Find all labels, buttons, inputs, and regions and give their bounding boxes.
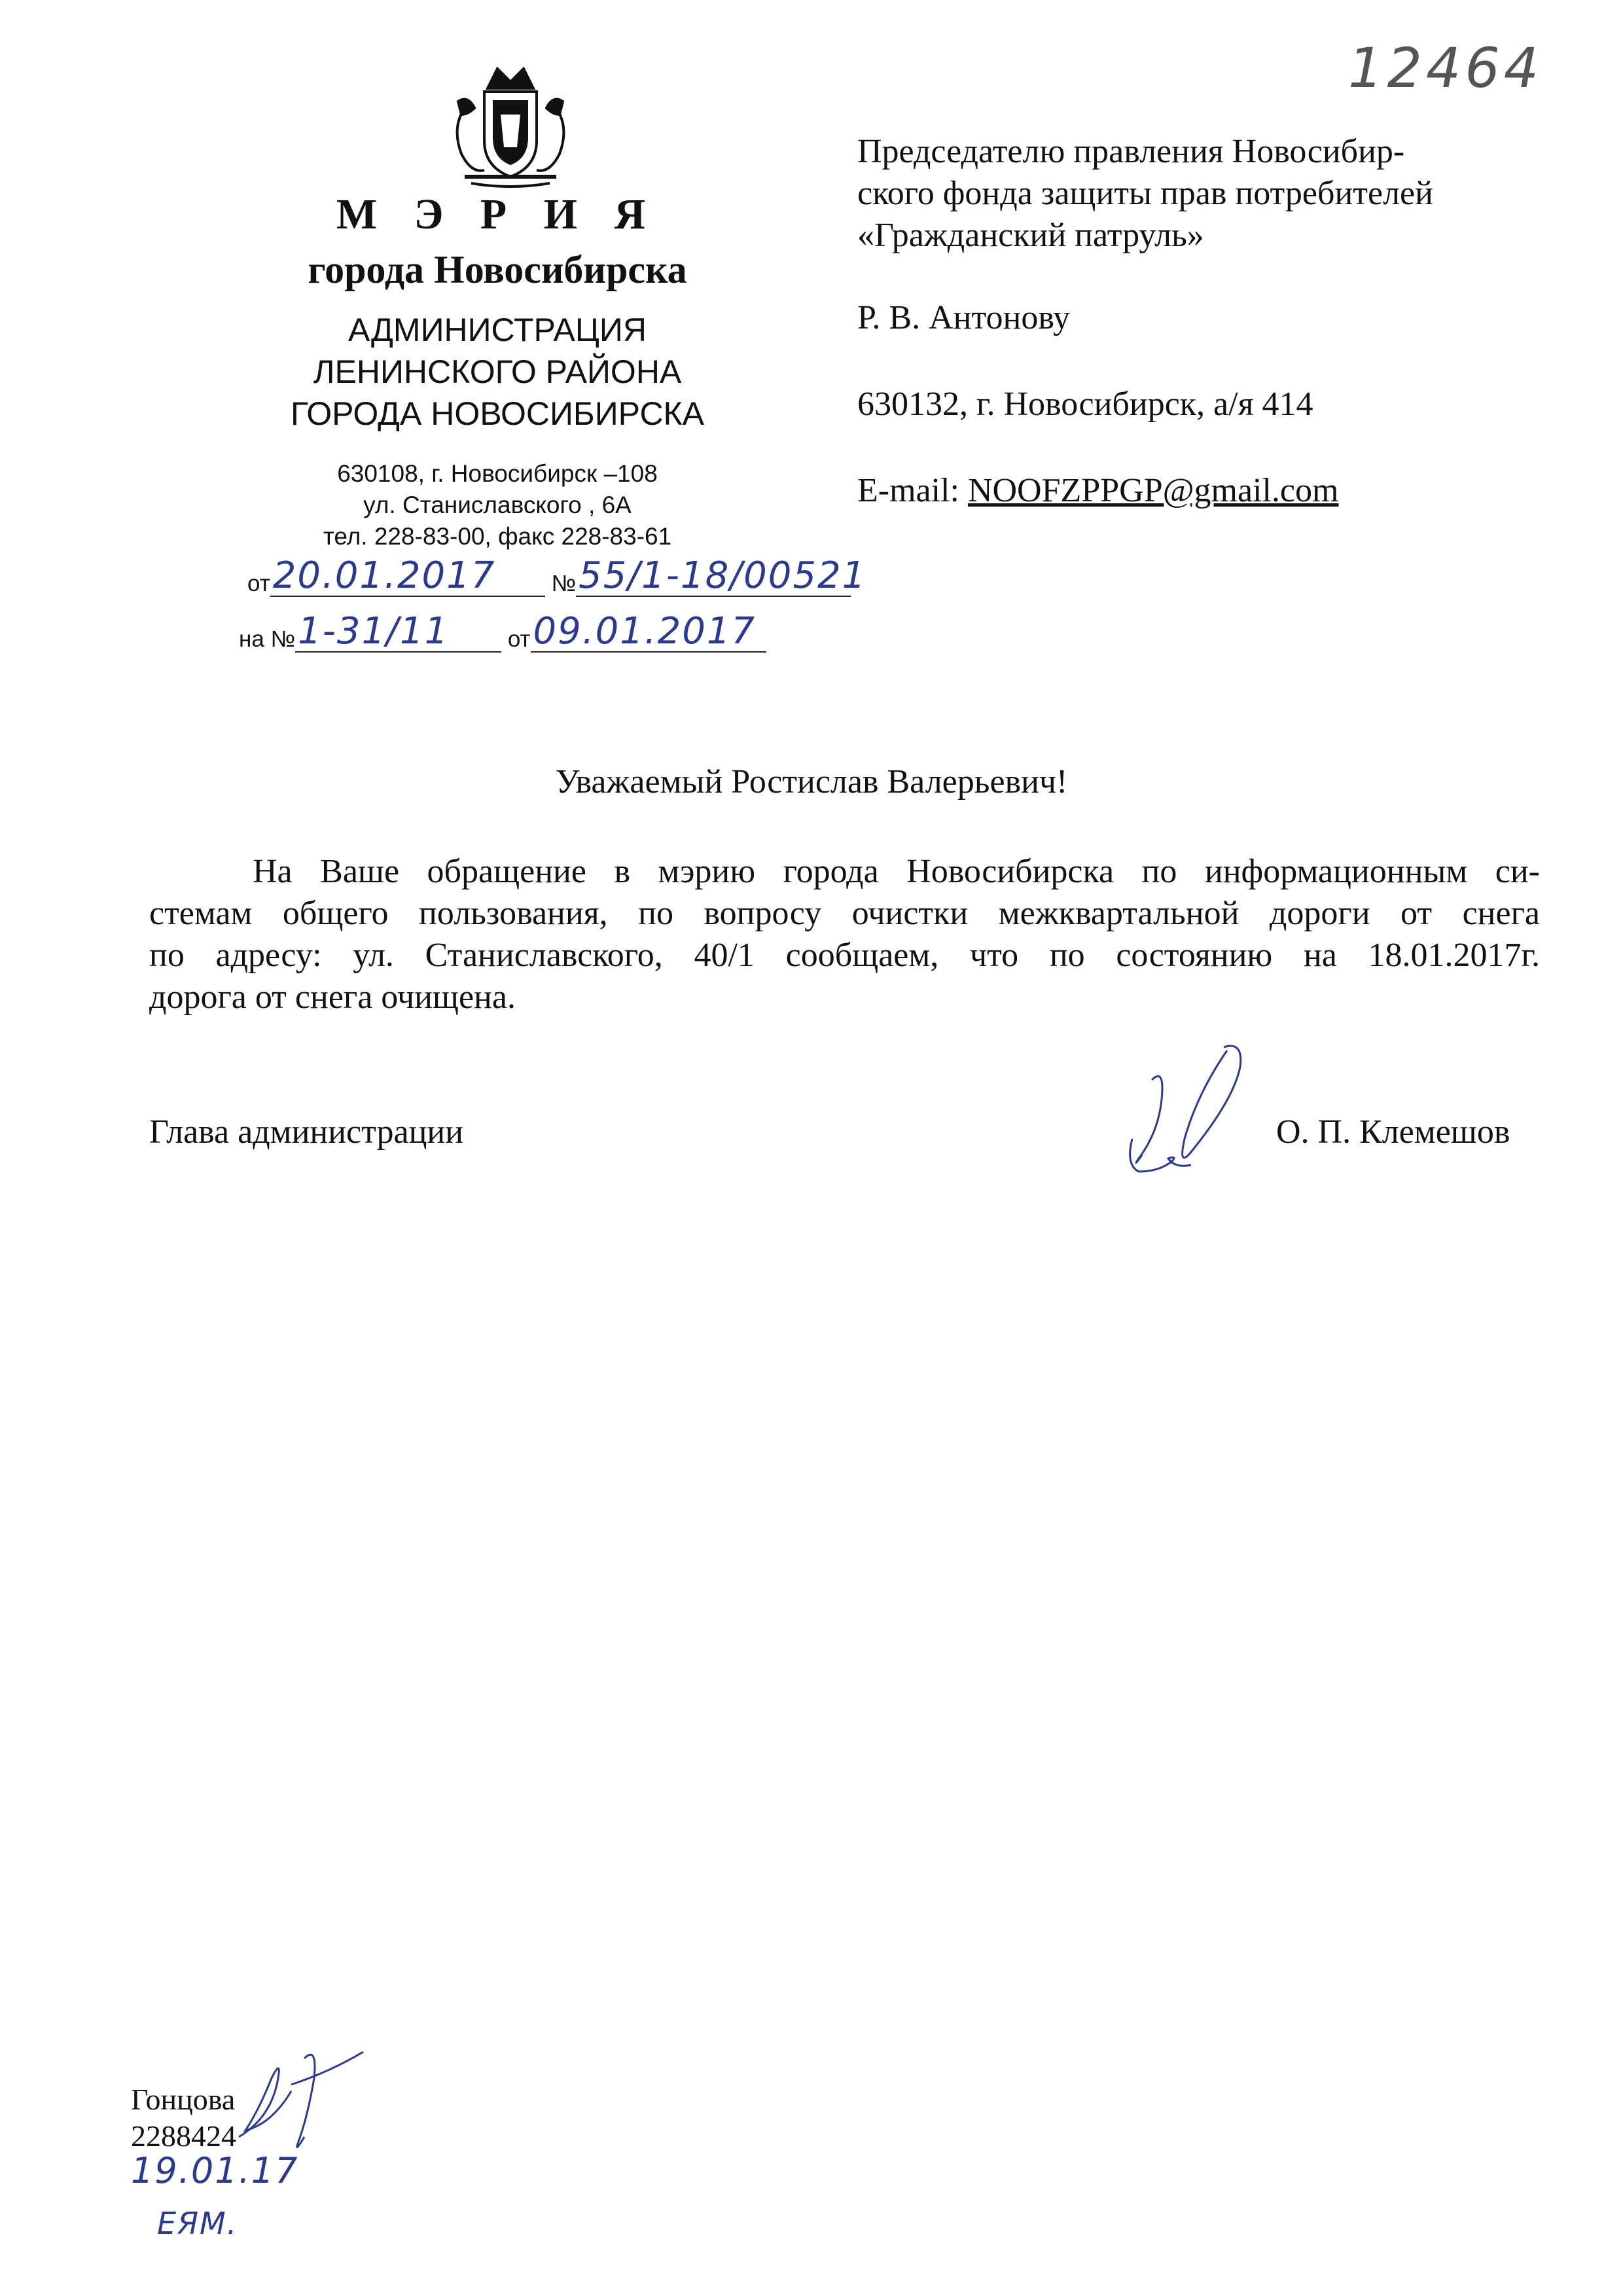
from-label: от [247, 571, 270, 596]
signer-position: Глава администрации [149, 1113, 464, 1151]
reply-date: 09.01.2017 [533, 610, 757, 653]
number-label: № [551, 571, 577, 596]
executor-block [131, 2081, 236, 2155]
date-field [270, 554, 545, 597]
address-line: тел. 228-83-00, факс 228-83-61 [323, 523, 672, 550]
signer-name: О. П. Клемешов [1276, 1113, 1510, 1151]
reply-label: на № [239, 626, 296, 652]
executor-date-note: 19.01.17 [131, 2150, 299, 2191]
body-line: по адресу: ул. Станиславского, 40/1 сообщаем, что по состоянию на 18.01.2017г. [149, 937, 1540, 974]
email-label: E-mail: [857, 472, 968, 509]
coat-of-arms-icon [438, 62, 582, 190]
address-line: 630108, г. Новосибирск –108 [337, 460, 658, 487]
registration-row [247, 554, 867, 597]
body-line: дорога от снега очищена. [149, 978, 516, 1016]
recipient-email[interactable]: NOOFZPPGP@gmail.com [967, 472, 1339, 509]
reply-number: 1-31/11 [298, 610, 450, 653]
sender-org: М Э Р И Я [336, 190, 659, 238]
recipient-address: 630132, г. Новосибирск, а/я 414 [857, 386, 1313, 423]
reply-date-field [531, 610, 766, 653]
recipient-block [857, 131, 1577, 512]
executor-phone: 2288424 [131, 2119, 236, 2153]
recipient-name: Р. В. Антонову [857, 299, 1071, 336]
reply-from-label: от [507, 626, 531, 652]
greeting: Уважаемый Ростислав Валерьевич! [555, 763, 1068, 800]
admin-line: ЛЕНИНСКОГО РАЙОНА [313, 353, 682, 390]
body-line: На Ваше обращение в мэрию города Новосибирска по информационным си- [253, 853, 1540, 890]
sender-address [262, 458, 733, 552]
registration-date: 20.01.2017 [272, 554, 496, 597]
body-line: стемам общего пользования, по вопросу очистки межквартальной дороги от снега [149, 895, 1540, 932]
executor-name: Гонцова [131, 2083, 236, 2116]
address-line: ул. Станиславского , 6А [363, 492, 632, 518]
signature-icon [1113, 1041, 1283, 1191]
number-field [576, 554, 867, 597]
letter-body [149, 851, 1540, 1018]
admin-line: АДМИНИСТРАЦИЯ [348, 312, 647, 348]
executor-signature-icon [232, 2039, 376, 2157]
recipient-line: «Гражданский патруль» [857, 217, 1204, 254]
reply-number-field [295, 610, 501, 653]
sender-admin [216, 309, 779, 435]
recipient-line: Председателю правления Новосибир- [857, 133, 1405, 170]
reply-row [239, 610, 766, 653]
executor-initials-note: ЕЯМ. [157, 2206, 238, 2241]
recipient-line: ского фонда защиты прав потребителей [857, 175, 1433, 212]
registration-number: 55/1-18/00521 [579, 554, 867, 597]
admin-line: ГОРОДА НОВОСИБИРСКА [290, 395, 705, 432]
registration-mark: 12464 [1348, 36, 1543, 100]
recipient-email-row [857, 470, 1577, 512]
sender-city: города Новосибирска [308, 248, 687, 291]
